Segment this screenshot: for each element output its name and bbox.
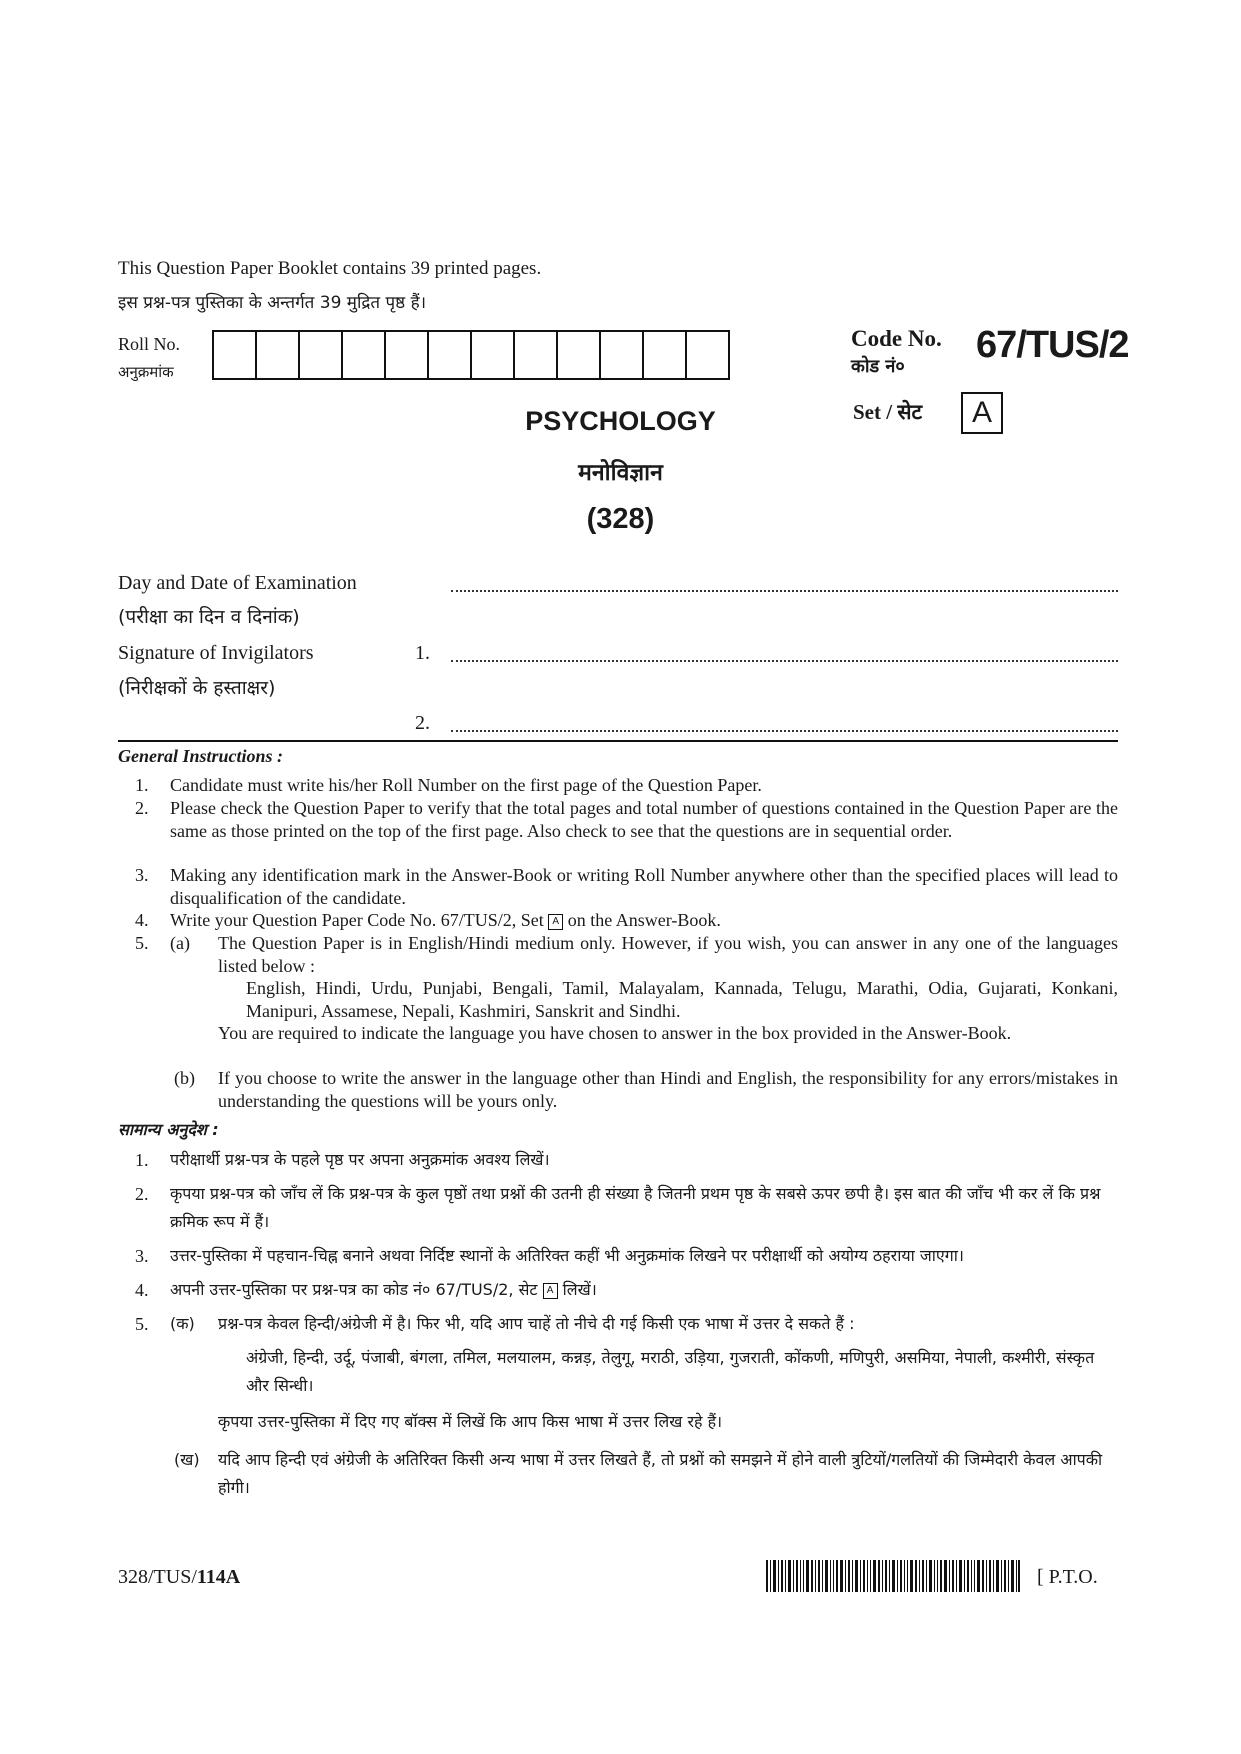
- roll-label-hi: अनुक्रमांक: [118, 363, 174, 381]
- instruction-number: 2.: [135, 1184, 149, 1204]
- roll-box[interactable]: [429, 332, 472, 378]
- roll-number-boxes[interactable]: [212, 330, 730, 380]
- please-turn-over: [ P.T.O.: [1037, 1566, 1098, 1588]
- roll-box[interactable]: [644, 332, 687, 378]
- set-label: Set / सेट: [853, 400, 923, 424]
- roll-box[interactable]: [687, 332, 730, 378]
- invigilator-2-number: 2.: [415, 712, 430, 734]
- language-list: English, Hindi, Urdu, Punjabi, Bengali, Tamil, Malayalam, Kannada, Telugu, Marathi, Odia, Gujarati, Konkani, Manipuri, Assamese, Nepali, Kashmiri, Sanskrit and Sindhi.: [246, 978, 1118, 1021]
- paper-code-plain: 328/TUS/: [118, 1566, 197, 1588]
- instruction-text-post: on the Answer-Book.: [567, 910, 721, 930]
- roll-box[interactable]: [601, 332, 644, 378]
- code-label-en: Code No.: [851, 326, 942, 351]
- instruction-text: If you choose to write the answer in the language other than Hindi and English, the responsibility for any errors/mistakes in understanding the questions will be yours only.: [218, 1068, 1118, 1111]
- paper-code-footer: [118, 1566, 240, 1589]
- general-instructions-title-hi: सामान्य अनुदेश :: [118, 1120, 219, 1139]
- instruction-text: कृपया प्रश्न-पत्र को जाँच लें कि प्रश्न-पत्र के कुल पृष्ठों तथा प्रश्नों की उतनी ही संख्या है जितनी प्रथम पृष्ठ के सबसे ऊपर छपी है। इस बात की जाँच भी कर लें कि प्रश्न क्रमिक रूप में हैं।: [170, 1184, 1101, 1231]
- subject-code: (328): [586, 503, 655, 535]
- section-divider: [118, 740, 1118, 742]
- language-list: अंग्रेजी, हिन्दी, उर्दू, पंजाबी, बंगला, तमिल, मलयालम, कन्नड़, तेलुगू, मराठी, उड़िया, गुजराती, कोंकणी, मणिपुरी, असमिया, नेपाली, कश्मीरी, संस्कृत और सिन्धी।: [246, 1348, 1095, 1395]
- instruction-sub-label: (ख): [174, 1450, 200, 1469]
- set-box-inline: A: [543, 1283, 558, 1299]
- instruction-text: यदि आप हिन्दी एवं अंग्रेजी के अतिरिक्त किसी अन्य भाषा में उत्तर लिखते हैं, तो प्रश्नों को समझने में होने वाली त्रुटियों/गलतियों की जिम्मेदारी केवल आपकी होगी।: [218, 1450, 1103, 1497]
- instruction-text: Please check the Question Paper to verify that the total pages and total number of questions contained in the Question Paper are the same as those printed on the top of the first page. Also check to see that the questions are in sequential order.: [170, 798, 1118, 841]
- invigilator-1-line[interactable]: [451, 658, 1118, 662]
- instruction-number: 1.: [135, 1150, 149, 1170]
- instruction-number: 3.: [135, 1246, 149, 1266]
- booklet-pages-hi: इस प्रश्न-पत्र पुस्तिका के अन्तर्गत 39 मुद्रित पृष्ठ हैं।: [118, 293, 427, 313]
- invigilator-sign-label-hi: (निरीक्षकों के हस्ताक्षर): [118, 677, 276, 699]
- set-value-box: A: [961, 392, 1003, 434]
- paper-code-bold: 114A: [196, 1566, 241, 1588]
- instruction-number: 5.: [135, 1314, 149, 1334]
- instruction-text-post: लिखें।: [562, 1280, 597, 1299]
- roll-box[interactable]: [558, 332, 601, 378]
- roll-box[interactable]: [343, 332, 386, 378]
- instruction-number: 2.: [135, 798, 149, 818]
- instruction-text: [170, 1276, 1118, 1304]
- subject-title-hi: मनोविज्ञान: [578, 460, 663, 486]
- instruction-sub-label: (b): [174, 1068, 195, 1088]
- instruction-sub-label: (a): [170, 933, 190, 953]
- barcode: [766, 1560, 1020, 1592]
- instruction-text: परीक्षार्थी प्रश्न-पत्र के पहले पृष्ठ पर अपना अनुक्रमांक अवश्य लिखें।: [170, 1150, 550, 1169]
- roll-box[interactable]: [257, 332, 300, 378]
- code-number-label: [851, 325, 942, 381]
- roll-box[interactable]: [214, 332, 257, 378]
- instruction-number: 3.: [135, 865, 149, 885]
- instruction-text: कृपया उत्तर-पुस्तिका में दिए गए बॉक्स में लिखें कि आप किस भाषा में उत्तर लिख रहे हैं।: [218, 1412, 723, 1431]
- exam-date-label-hi: (परीक्षा का दिन व दिनांक): [118, 606, 300, 628]
- instruction-sub-label: (क): [170, 1314, 195, 1333]
- instruction-text: प्रश्न-पत्र केवल हिन्दी/अंग्रेजी में है। फिर भी, यदि आप चाहें तो नीचे दी गई किसी एक भाषा में उत्तर दे सकते हैं :: [218, 1314, 855, 1333]
- instruction-text-pre: अपनी उत्तर-पुस्तिका पर प्रश्न-पत्र का कोड नं० 67/TUS/2, सेट: [170, 1280, 538, 1299]
- roll-box[interactable]: [515, 332, 558, 378]
- instruction-number: 4.: [135, 910, 149, 930]
- invigilator-sign-label-en: Signature of Invigilators: [118, 642, 314, 664]
- instruction-text: You are required to indicate the language you have chosen to answer in the box provided in the Answer-Book.: [218, 1023, 1012, 1043]
- instruction-number: 4.: [135, 1280, 149, 1300]
- roll-box[interactable]: [386, 332, 429, 378]
- instruction-text-pre: Write your Question Paper Code No. 67/TUS/2, Set: [170, 910, 544, 930]
- instruction-text: The Question Paper is in English/Hindi medium only. However, if you wish, you can answer in any one of the languages listed below :: [218, 933, 1118, 976]
- code-number-value: 67/TUS/2: [976, 324, 1129, 366]
- instruction-text: Making any identification mark in the Answer-Book or writing Roll Number anywhere other than the specified places will lead to disqualification of the candidate.: [170, 865, 1118, 908]
- booklet-pages-en: This Question Paper Booklet contains 39 printed pages.: [118, 258, 542, 279]
- exam-date-label-en: Day and Date of Examination: [118, 572, 357, 594]
- roll-label-en: Roll No.: [118, 334, 181, 354]
- subject-title-en: PSYCHOLOGY: [525, 406, 716, 436]
- invigilator-1-number: 1.: [415, 642, 430, 664]
- instruction-number: 5.: [135, 933, 149, 953]
- roll-box[interactable]: [472, 332, 515, 378]
- instruction-text: Candidate must write his/her Roll Number on the first page of the Question Paper.: [170, 775, 762, 795]
- roll-number-label: [118, 330, 180, 386]
- exam-date-line[interactable]: [451, 588, 1118, 592]
- instruction-number: 1.: [135, 775, 149, 795]
- code-label-hi: कोड नं०: [851, 356, 905, 377]
- instruction-text: [170, 909, 1118, 932]
- roll-box[interactable]: [300, 332, 343, 378]
- instruction-text: उत्तर-पुस्तिका में पहचान-चिह्न बनाने अथवा निर्दिष्ट स्थानों के अतिरिक्त कहीं भी अनुक्रमांक लिखने पर परीक्षार्थी को अयोग्य ठहराया जाएगा।: [170, 1246, 964, 1265]
- general-instructions-title: General Instructions :: [118, 746, 284, 766]
- invigilator-2-line[interactable]: [451, 728, 1118, 732]
- set-box-inline: A: [548, 914, 563, 930]
